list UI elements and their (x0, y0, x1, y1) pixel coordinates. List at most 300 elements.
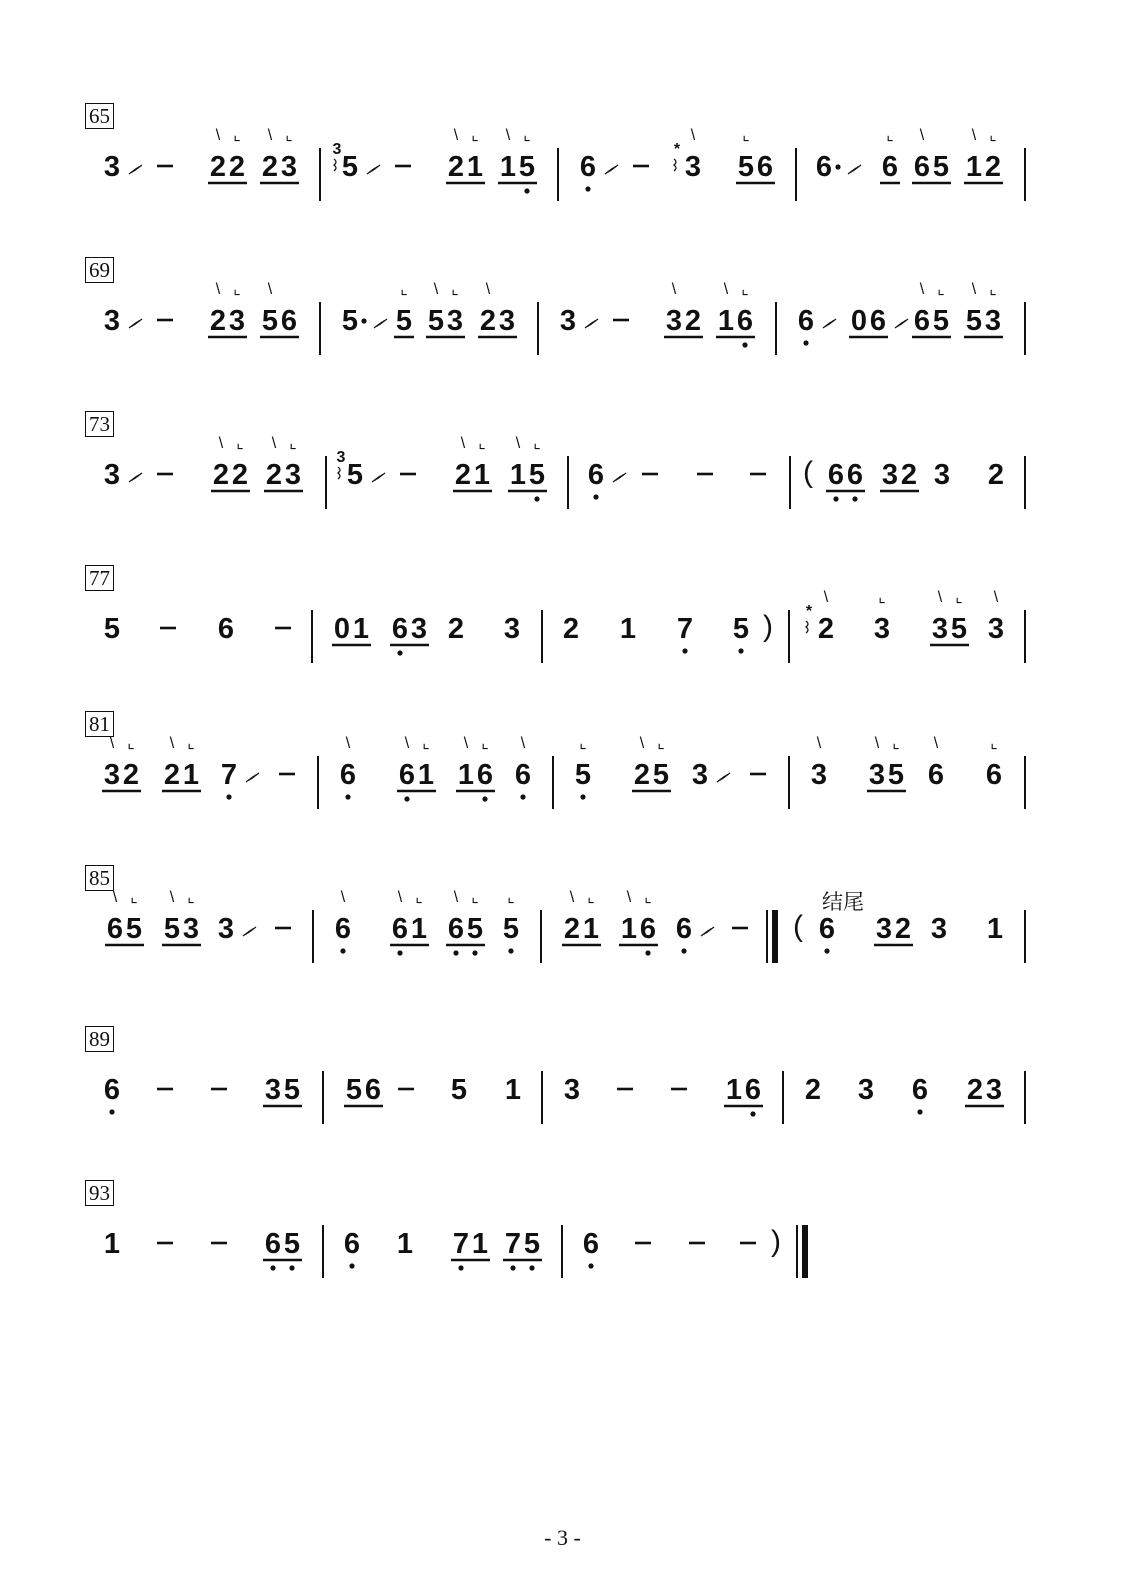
articulation-mark: ⌞ (533, 435, 541, 452)
articulation-mark: ⌞ (422, 735, 430, 752)
note: 3 (810, 759, 828, 791)
note: 7 (220, 759, 238, 791)
note: 5 (932, 305, 950, 337)
lower-octave-dot (397, 950, 402, 955)
note: 1 (499, 151, 517, 183)
measure-number: 65 (85, 103, 114, 129)
articulation-mark: \ (340, 889, 346, 906)
articulation-mark: \ (453, 889, 459, 906)
note: 1 (509, 459, 527, 491)
lower-octave-dot (852, 496, 857, 501)
note: 3 (559, 305, 577, 337)
measure-number: 69 (85, 257, 114, 283)
lower-octave-dot (340, 948, 345, 953)
articulation-mark: \ (267, 281, 273, 298)
note: 3 (691, 759, 709, 791)
note: 5 (163, 913, 181, 945)
notation-line (0, 1180, 1125, 1330)
articulation-mark: ⌞ (471, 889, 479, 906)
note: 0 (333, 613, 351, 645)
note: 1 (473, 459, 491, 491)
note: 6 (927, 759, 945, 791)
articulation-mark: ⌞ (289, 435, 297, 452)
note: 5 (732, 613, 750, 645)
lower-octave-dot (472, 950, 477, 955)
note: 3 (410, 613, 428, 645)
note: 2 (633, 759, 651, 791)
note: 7 (452, 1228, 470, 1260)
score-system (0, 257, 1125, 407)
note: 6 (334, 913, 352, 945)
score-system (0, 1026, 1125, 1176)
tremolo-mark (722, 773, 730, 779)
tremolo-mark (618, 473, 626, 479)
note: 5 (341, 151, 359, 183)
articulation-mark: \ (626, 889, 632, 906)
note: 5 (283, 1074, 301, 1106)
note: 6 (736, 305, 754, 337)
notation-line (0, 1026, 1125, 1176)
note: 6 (913, 151, 931, 183)
tremolo-mark (853, 165, 861, 171)
note: 6 (797, 305, 815, 337)
articulation-mark: \ (816, 735, 822, 752)
articulation-mark: ⌞ (236, 435, 244, 452)
articulation-mark: ⌞ (130, 889, 138, 906)
articulation-mark: \ (267, 127, 273, 144)
lower-octave-dot (682, 648, 687, 653)
note: 6 (756, 151, 774, 183)
lower-octave-dot (458, 1265, 463, 1270)
note: 3 (284, 459, 302, 491)
articulation-mark: \ (971, 281, 977, 298)
note: 2 (804, 1074, 822, 1106)
note: 6 (447, 913, 465, 945)
note: 2 (454, 459, 472, 491)
note: 3 (503, 613, 521, 645)
lower-octave-dot (645, 950, 650, 955)
articulation-mark: \ (993, 589, 999, 606)
articulation-mark: ⌞ (233, 127, 241, 144)
page-number: - 3 - (544, 1525, 581, 1550)
note: 3 (103, 151, 121, 183)
articulation-mark: ⌞ (657, 735, 665, 752)
articulation-mark: ⌞ (990, 735, 998, 752)
articulation-mark: \ (460, 435, 466, 452)
articulation-mark: ⌞ (989, 127, 997, 144)
tremolo-mark (134, 473, 142, 479)
articulation-mark: ⌞ (741, 281, 749, 298)
note: 6 (815, 151, 833, 183)
articulation-mark: ⌞ (644, 889, 652, 906)
grace-note: * (805, 603, 813, 620)
note: 2 (817, 613, 835, 645)
note: 5 (932, 151, 950, 183)
note: 3 (985, 1074, 1003, 1106)
note: 1 (717, 305, 735, 337)
note: 1 (965, 151, 983, 183)
grace-slur (806, 621, 808, 633)
lower-octave-dot (520, 794, 525, 799)
measure-number: 77 (85, 565, 114, 591)
note: 6 (391, 913, 409, 945)
note: 1 (986, 913, 1004, 945)
note: 3 (684, 151, 702, 183)
note: 1 (396, 1228, 414, 1260)
articulation-mark: ⌞ (233, 281, 241, 298)
articulation-mark: ⌞ (892, 735, 900, 752)
articulation-mark: \ (463, 735, 469, 752)
measure-number: 89 (85, 1026, 114, 1052)
articulation-mark: \ (919, 127, 925, 144)
lower-octave-dot (742, 342, 747, 347)
note: 2 (261, 151, 279, 183)
tremolo-mark (251, 773, 259, 779)
articulation-mark: \ (505, 127, 511, 144)
lower-octave-dot (524, 188, 529, 193)
note: 6 (514, 759, 532, 791)
note: 3 (498, 305, 516, 337)
lower-octave-dot (824, 948, 829, 953)
articulation-mark: ⌞ (451, 281, 459, 298)
augmentation-dot (835, 164, 840, 169)
lower-octave-dot (397, 650, 402, 655)
note: 5 (261, 305, 279, 337)
note: 5 (574, 759, 592, 791)
note: 5 (341, 305, 359, 337)
articulation-mark: \ (404, 735, 410, 752)
note: 2 (163, 759, 181, 791)
note: 5 (345, 1074, 363, 1106)
note: 6 (881, 151, 899, 183)
note: 6 (985, 759, 1003, 791)
articulation-mark: \ (690, 127, 696, 144)
note: 0 (850, 305, 868, 337)
notation-line (0, 711, 1125, 861)
repeat-parenthesis: ( (803, 456, 813, 489)
lower-octave-dot (404, 796, 409, 801)
note: 3 (881, 459, 899, 491)
articulation-mark: ⌞ (285, 127, 293, 144)
score-system (0, 103, 1125, 253)
note: 6 (264, 1228, 282, 1260)
note: 1 (103, 1228, 121, 1260)
articulation-mark: ⌞ (742, 127, 750, 144)
lower-octave-dot (593, 494, 598, 499)
note: 6 (582, 1228, 600, 1260)
articulation-mark: ⌞ (507, 889, 515, 906)
score-system (0, 865, 1125, 1015)
notation-line (0, 257, 1125, 407)
lower-octave-dot (453, 950, 458, 955)
note: 2 (563, 913, 581, 945)
articulation-mark: ⌞ (187, 735, 195, 752)
note: 6 (913, 305, 931, 337)
note: 5 (652, 759, 670, 791)
note: 3 (875, 913, 893, 945)
lower-octave-dot (226, 794, 231, 799)
articulation-mark: \ (453, 127, 459, 144)
note: 1 (504, 1074, 522, 1106)
lower-octave-dot (833, 496, 838, 501)
note: 3 (563, 1074, 581, 1106)
note: 5 (950, 613, 968, 645)
lower-octave-dot (289, 1265, 294, 1270)
note: 3 (446, 305, 464, 337)
note: 2 (212, 459, 230, 491)
lower-octave-dot (803, 340, 808, 345)
articulation-mark: \ (874, 735, 880, 752)
notation-line (0, 103, 1125, 253)
tremolo-mark (706, 927, 714, 933)
note: 5 (523, 1228, 541, 1260)
note: 3 (857, 1074, 875, 1106)
articulation-mark: \ (169, 735, 175, 752)
note: 1 (352, 613, 370, 645)
note: 7 (504, 1228, 522, 1260)
articulation-mark: \ (823, 589, 829, 606)
note: 6 (398, 759, 416, 791)
note: 5 (395, 305, 413, 337)
note: 2 (447, 151, 465, 183)
note: 1 (619, 613, 637, 645)
tremolo-mark (372, 165, 380, 171)
tremolo-mark (379, 319, 387, 325)
note: 7 (676, 613, 694, 645)
note: 2 (265, 459, 283, 491)
lower-octave-dot (529, 1265, 534, 1270)
lower-octave-dot (482, 796, 487, 801)
note: 3 (868, 759, 886, 791)
articulation-mark: \ (971, 127, 977, 144)
note: 5 (466, 913, 484, 945)
note: 5 (502, 913, 520, 945)
note: 6 (280, 305, 298, 337)
articulation-mark: ⌞ (587, 889, 595, 906)
note: 3 (228, 305, 246, 337)
note: 2 (966, 1074, 984, 1106)
note: 3 (987, 613, 1005, 645)
note: 2 (228, 151, 246, 183)
articulation-mark: \ (569, 889, 575, 906)
measure-number: 85 (85, 865, 114, 891)
note: 6 (476, 759, 494, 791)
articulation-mark: ⌞ (187, 889, 195, 906)
note: 2 (479, 305, 497, 337)
articulation-mark: \ (169, 889, 175, 906)
note: 6 (675, 913, 693, 945)
note: 6 (391, 613, 409, 645)
note: 5 (737, 151, 755, 183)
note: 6 (639, 913, 657, 945)
note: 2 (684, 305, 702, 337)
lower-octave-dot (917, 1109, 922, 1114)
note: 6 (217, 613, 235, 645)
note: 5 (887, 759, 905, 791)
score-system (0, 1180, 1125, 1330)
articulation-mark: \ (639, 735, 645, 752)
articulation-mark: \ (671, 281, 677, 298)
articulation-mark: ⌞ (481, 735, 489, 752)
note: 5 (528, 459, 546, 491)
note: 2 (900, 459, 918, 491)
lower-octave-dot (681, 948, 686, 953)
articulation-mark: ⌞ (415, 889, 423, 906)
augmentation-dot (361, 318, 366, 323)
note: 3 (264, 1074, 282, 1106)
note: 3 (182, 913, 200, 945)
note: 1 (471, 1228, 489, 1260)
note: 1 (410, 913, 428, 945)
lower-octave-dot (738, 648, 743, 653)
grace-slur (674, 159, 676, 171)
note: 6 (846, 459, 864, 491)
note: 6 (744, 1074, 762, 1106)
note: 5 (965, 305, 983, 337)
articulation-mark: \ (345, 735, 351, 752)
note: 3 (103, 305, 121, 337)
note: 3 (280, 151, 298, 183)
note: 6 (818, 913, 836, 945)
note: 3 (217, 913, 235, 945)
note: 1 (725, 1074, 743, 1106)
notation-line (0, 411, 1125, 561)
note: 6 (587, 459, 605, 491)
note: 3 (873, 613, 891, 645)
note: 3 (103, 459, 121, 491)
articulation-mark: ⌞ (878, 589, 886, 606)
lower-octave-dot (270, 1265, 275, 1270)
score-system (0, 711, 1125, 861)
note: 5 (346, 459, 364, 491)
note: 5 (283, 1228, 301, 1260)
note: 2 (984, 151, 1002, 183)
note: 6 (106, 913, 124, 945)
note: 2 (231, 459, 249, 491)
articulation-mark: \ (937, 589, 943, 606)
note: 6 (103, 1074, 121, 1106)
note: 2 (447, 613, 465, 645)
lower-octave-dot (109, 1109, 114, 1114)
repeat-parenthesis: ( (793, 910, 803, 943)
articulation-mark: ⌞ (955, 589, 963, 606)
notation-line (0, 565, 1125, 715)
lower-octave-dot (345, 794, 350, 799)
grace-slur (338, 467, 340, 479)
tremolo-mark (377, 473, 385, 479)
note: 1 (620, 913, 638, 945)
note: 2 (987, 459, 1005, 491)
note: 3 (665, 305, 683, 337)
tremolo-mark (134, 319, 142, 325)
note: 1 (582, 913, 600, 945)
note: 6 (343, 1228, 361, 1260)
note: 6 (339, 759, 357, 791)
lower-octave-dot (750, 1111, 755, 1116)
lower-octave-dot (510, 1265, 515, 1270)
articulation-mark: \ (433, 281, 439, 298)
score-system (0, 565, 1125, 715)
tremolo-mark (590, 319, 598, 325)
final-bar-thick (802, 1225, 808, 1278)
measure-number: 81 (85, 711, 114, 737)
note: 6 (579, 151, 597, 183)
articulation-mark: ⌞ (478, 435, 486, 452)
note: 2 (562, 613, 580, 645)
note: 3 (984, 305, 1002, 337)
note: 3 (930, 913, 948, 945)
note: 1 (182, 759, 200, 791)
tremolo-mark (248, 927, 256, 933)
note: 1 (457, 759, 475, 791)
articulation-mark: \ (109, 735, 115, 752)
articulation-mark: \ (485, 281, 491, 298)
note: 2 (894, 913, 912, 945)
tremolo-mark (610, 165, 618, 171)
repeat-parenthesis: ) (763, 610, 773, 643)
articulation-mark: \ (215, 127, 221, 144)
articulation-mark: ⌞ (937, 281, 945, 298)
articulation-mark: \ (397, 889, 403, 906)
tremolo-mark (900, 319, 908, 325)
note: 2 (209, 305, 227, 337)
tremolo-mark (134, 165, 142, 171)
articulation-mark: \ (112, 889, 118, 906)
articulation-mark: ⌞ (579, 735, 587, 752)
articulation-mark: \ (215, 281, 221, 298)
note: 5 (518, 151, 536, 183)
articulation-mark: \ (723, 281, 729, 298)
articulation-mark: \ (933, 735, 939, 752)
note: 6 (869, 305, 887, 337)
articulation-mark: ⌞ (400, 281, 408, 298)
lower-octave-dot (349, 1263, 354, 1268)
lower-octave-dot (588, 1263, 593, 1268)
lower-octave-dot (508, 948, 513, 953)
measure-number: 93 (85, 1180, 114, 1206)
articulation-mark: ⌞ (989, 281, 997, 298)
measure-number: 73 (85, 411, 114, 437)
lower-octave-dot (585, 186, 590, 191)
articulation-mark: \ (218, 435, 224, 452)
articulation-mark: \ (919, 281, 925, 298)
note: 6 (827, 459, 845, 491)
notation-line (0, 865, 1125, 1015)
articulation-mark: ⌞ (523, 127, 531, 144)
note: 6 (911, 1074, 929, 1106)
grace-note: 3 (336, 449, 346, 466)
ending-annotation: 结尾 (822, 891, 864, 914)
articulation-mark: \ (271, 435, 277, 452)
note: 5 (103, 613, 121, 645)
grace-slur (334, 159, 336, 171)
score-system (0, 411, 1125, 561)
note: 1 (466, 151, 484, 183)
grace-note: * (673, 141, 681, 158)
articulation-mark: \ (520, 735, 526, 752)
note: 3 (933, 459, 951, 491)
note: 5 (450, 1074, 468, 1106)
note: 2 (209, 151, 227, 183)
articulation-mark: ⌞ (127, 735, 135, 752)
grace-note: 3 (332, 141, 342, 158)
lower-octave-dot (534, 496, 539, 501)
lower-octave-dot (580, 794, 585, 799)
tremolo-mark (828, 319, 836, 325)
articulation-mark: ⌞ (471, 127, 479, 144)
note: 5 (125, 913, 143, 945)
articulation-mark: ⌞ (886, 127, 894, 144)
